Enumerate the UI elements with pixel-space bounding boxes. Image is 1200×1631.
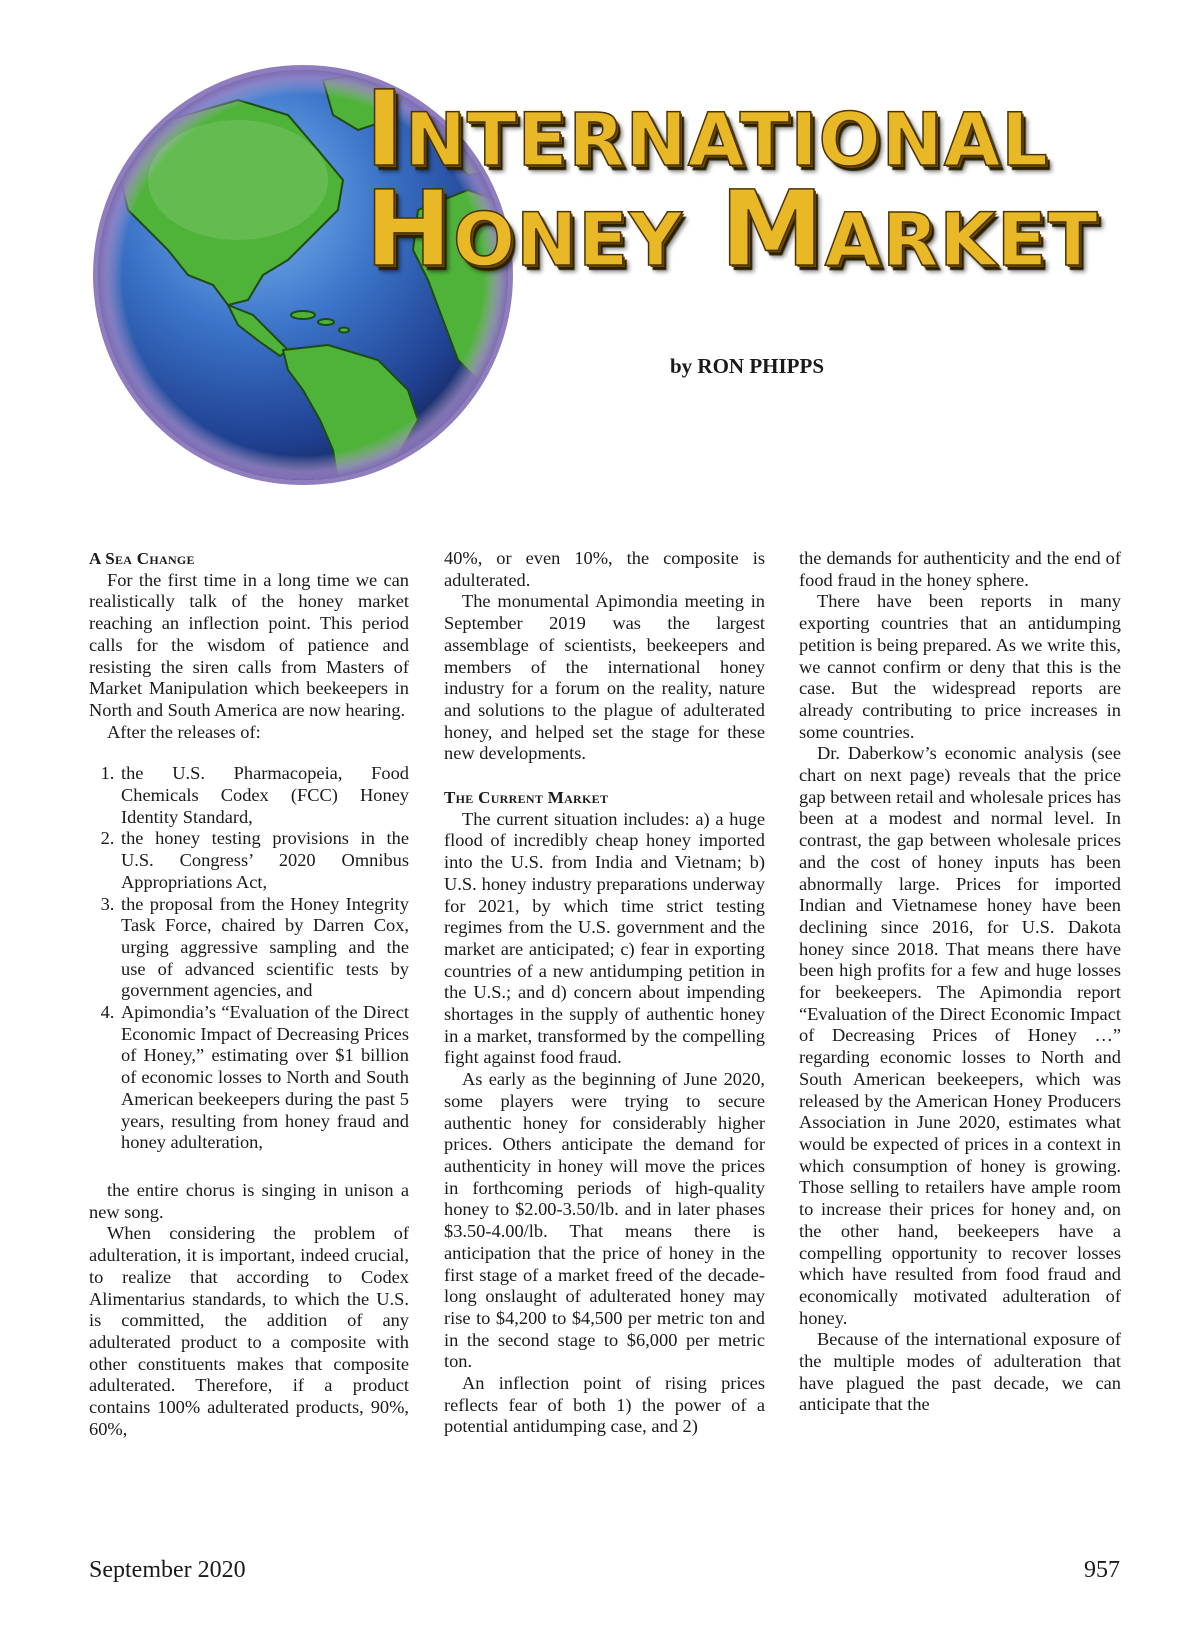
- column-3: [799, 548, 1121, 1416]
- list-item: 2. the honey testing provisions in the U.S. Congress’ 2020 Omnibus Appropriations Act,: [119, 828, 409, 893]
- paragraph: The current situation includes: a) a huge flood of incredibly cheap honey imported into the U.S. from India and Vietnam; b) U.S. honey industry preparations underway for 2021, by which time strict testing regimes from the U.S. government and the market are anticipated; c) fear in exporting countries of a new antidumping petition in the U.S.; and d) concern about impending shortages in the supply of authentic honey in a market, transformed by the compelling fight against food fraud.: [444, 808, 765, 1068]
- releases-list: [89, 763, 409, 1154]
- list-item: 4. Apimondia’s “Evaluation of the Direct Economic Impact of Decreasing Prices of Honey,” estimating over $1 billion of economic losses to North and South American beekeepers during the past 5 years, resulting from honey fraud and honey adulteration,: [119, 1002, 409, 1154]
- paragraph: The monumental Apimondia meeting in September 2019 was the largest assemblage of scientists, beekeepers and members of the international honey industry for a forum on the reality, nature and solutions to the plague of adulterated honey, and helped set the stage for these new developments.: [444, 591, 765, 764]
- paragraph: As early as the beginning of June 2020, some players were trying to secure authentic honey for considerably higher prices. Others anticipate the demand for authenticity in honey will move the prices in forthcoming periods of high-quality honey to $2.00-3.50/lb. and in later phases $3.50-4.00/lb. That means there is anticipation that the price of honey in the first stage of a market freed of the decade-long onslaught of adulterated honey may rise to $4,200 to $4,500 per metric ton and in the second stage to $6,000 per metric ton.: [444, 1069, 765, 1372]
- column-2: [444, 548, 765, 1438]
- paragraph: 40%, or even 10%, the composite is adulterated.: [444, 548, 765, 590]
- paragraph: the demands for authenticity and the end of food fraud in the honey sphere.: [799, 548, 1121, 590]
- section-heading-sea-change: A Sea Change: [89, 549, 195, 568]
- paragraph: When considering the problem of adulteration, it is important, indeed crucial, to realize that according to Codex Alimentarius standards, to which the U.S. is committed, the addition of any adulterated product to a composite with other constituents makes that composite adulterated. Therefore, if a product contains 100% adulterated products, 90%, 60%,: [89, 1223, 409, 1439]
- column-1: [89, 548, 409, 1440]
- byline: by RON PHIPPS: [670, 354, 825, 378]
- title-line-2: Honey Market: [365, 167, 1099, 290]
- list-item: 3. the proposal from the Honey Integrity Task Force, chaired by Darren Cox, urging aggressive sampling and the use of advanced scientific tests by government agencies, and: [119, 894, 409, 1003]
- paragraph: An inflection point of rising prices reflects fear of both 1) the power of a potential antidumping case, and 2): [444, 1373, 765, 1437]
- article-header: [0, 0, 1200, 520]
- paragraph: Dr. Daberkow’s economic analysis (see chart on next page) reveals that the price gap between retail and wholesale prices has been at a modest and normal level. In contrast, the gap between wholesale prices and the cost of honey inputs has been abnormally large. Prices for imported Indian and Vietnamese honey have been declining since 2016, for U.S. Dakota honey since 2018. That means there have been high profits for a few and huge losses for beekeepers. The Apimondia report “Evaluation of the Direct Economic Impact of Decreasing Prices of Honey …” regarding economic losses to North and South American beekeepers, which was released by the American Honey Producers Association in June 2020, estimates what would be expected of prices in a context in which consumption of honey is growing. Those selling to retailers have ample room to increase their prices for honey and, on the other hand, beekeepers have a compelling opportunity to recover losses which have resulted from food fraud and economically motivated adulteration of honey.: [799, 743, 1121, 1328]
- page-number: 957: [1084, 1557, 1120, 1583]
- section-heading-current-market: The Current Market: [444, 788, 609, 808]
- paragraph: There have been reports in many exporting countries that an antidumping petition is being prepared. As we write this, we cannot confirm or deny that this is the case. But the widespread reports are already contributing to price increases in some countries.: [799, 591, 1121, 742]
- list-item: 1. the U.S. Pharmacopeia, Food Chemicals Codex (FCC) Honey Identity Standard,: [119, 763, 409, 828]
- paragraph: the entire chorus is singing in unison a new song.: [89, 1179, 409, 1222]
- paragraph: For the first time in a long time we can realistically talk of the honey market reaching an inflection point. This period calls for the wisdom of patience and resisting the siren calls from Masters of Market Manipulation which beekeepers in North and South America are now hearing.: [89, 569, 409, 720]
- paragraph: After the releases of:: [107, 721, 261, 742]
- paragraph: Because of the international exposure of the multiple modes of adulteration that have plagued the past decade, we can anticipate that the: [799, 1329, 1121, 1415]
- footer-date: September 2020: [89, 1557, 246, 1583]
- article-title: [365, 68, 1099, 290]
- title-line-1: International: [365, 68, 1049, 190]
